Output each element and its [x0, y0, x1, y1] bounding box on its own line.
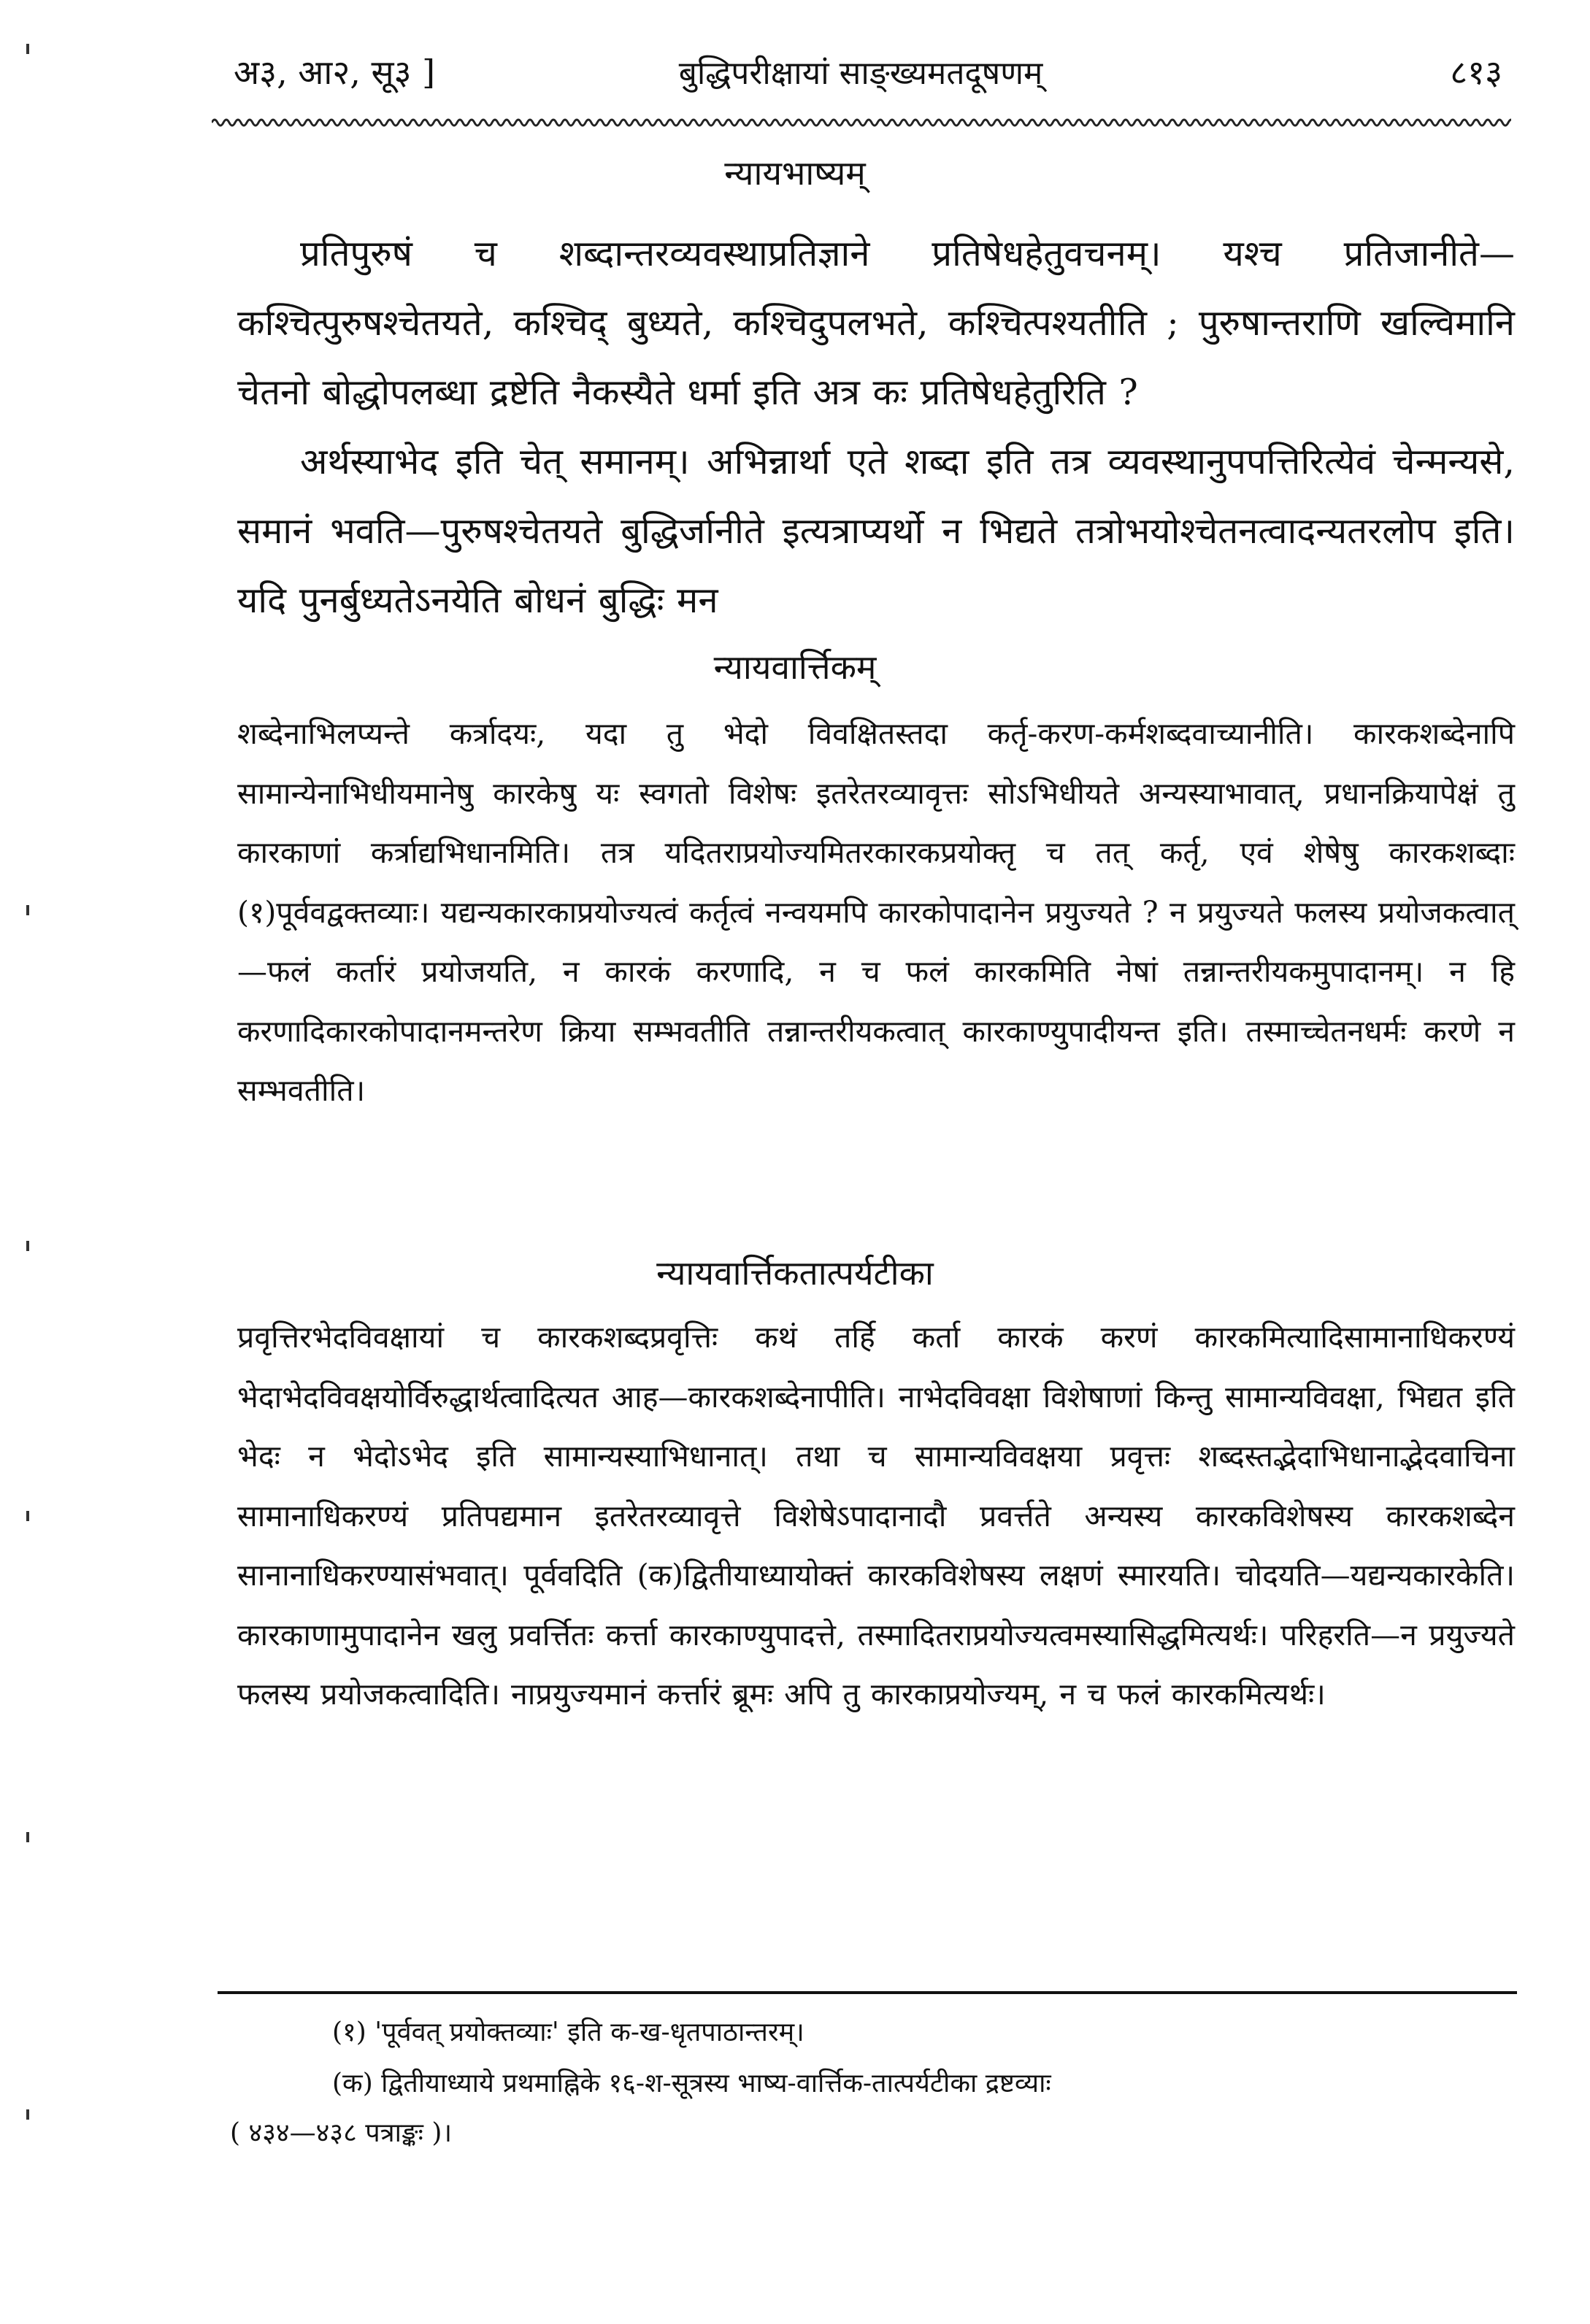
footnote-ka: (क) द्वितीयाध्याये प्रथमाह्निके १६-श-सूत्रस्य भाष्य-वार्त्तिक-तात्पर्यटीका द्रष्टव्याः: [332, 2069, 1051, 2098]
tika-paragraph: प्रवृत्तिरभेदविवक्षायां च कारकशब्दप्रवृत्तिः कथं तर्हि कर्ता कारकं करणं कारकमित्यादिसामानाधिकरण्यं भेदाभेदविवक्षयोर्विरुद्धार्थत्वादित्यत आह—कारकशब्देनापीति। नाभेदविवक्षा विशेषाणां किन्तु सामान्यविवक्षा, भिद्यत इति भेदः न भेदोऽभेद इति सामान्यस्याभिधानात्। तथा च सामान्यविवक्षया प्रवृत्तः शब्दस्तद्भेदाभिधानाद्भेदवाचिना सामानाधिकरण्यं प्रतिपद्यमान इतरेतरव्यावृत्ते विशेषेऽपादानादौ प्रवर्त्तते अन्यस्य कारकविशेषस्य कारकशब्देन सानानाधिकरण्यासंभवात्। पूर्ववदिति (क)द्वितीयाध्यायोक्तं कारकविशेषस्य लक्षणं स्मारयति। चोदयति—यद्यन्यकारकेति। कारकाणामुपादानेन खलु प्रवर्त्तितः कर्त्ता कारकाण्युपादत्ते, तस्मादितराप्रयोज्यत्वमस्यासिद्धमित्यर्थः। परिहरति—न प्रयुज्यते फलस्य प्रयोजकत्वादिति। नाप्रयुज्यमानं कर्त्तारं ब्रूमः अपि तु कारकाप्रयोज्यम्, न च फलं कारकमित्यर्थः।: [237, 1320, 1515, 1712]
bhashya-text: [237, 219, 1515, 635]
margin-mark: [26, 44, 29, 54]
margin-mark: [26, 1511, 29, 1521]
margin-mark: [26, 905, 29, 915]
margin-mark: [26, 2109, 29, 2120]
tika-text: [237, 1308, 1515, 1725]
vartika-heading: न्यायवार्त्तिकम्: [713, 647, 877, 687]
margin-mark: [26, 1241, 29, 1251]
vartika-paragraph: शब्देनाभिलप्यन्ते कर्त्रादयः, यदा तु भेदो विवक्षितस्तदा कर्तृ-करण-कर्मशब्दवाच्यानीति। कारकशब्देनापि सामान्येनाभिधीयमानेषु कारकेषु यः स्वगतो विशेषः इतरेतरव्यावृत्तः सोऽभिधीयते अन्यस्याभावात्, प्रधानक्रियापेक्षं तु कारकाणां कर्त्राद्यभिधानमिति। तत्र यदितराप्रयोज्यमितरकारकप्रयोक्तृ च तत् कर्तृ, एवं शेषेषु कारकशब्दाः (१)पूर्ववद्वक्तव्याः। यद्यन्यकारकाप्रयोज्यत्वं कर्तृत्वं नन्वयमपि कारकोपादानेन प्रयुज्यते ? न प्रयुज्यते फलस्य प्रयोजकत्वात् —फलं कर्तारं प्रयोजयति, न कारकं करणादि, न च फलं कारकमिति नेषां तन्नान्तरीयकमुपादानम्। न हि करणादिकारकोपादानमन्तरेण क्रिया सम्भवतीति तन्नान्तरीयकत्वात् कारकाण्युपादीयन्त इति। तस्माच्चेतनधर्मः करणे न सम्भवतीति।: [237, 716, 1515, 1108]
bhashya-paragraph-2: अर्थस्याभेद इति चेत् समानम्। अभिन्नार्था एते शब्दा इति तत्र व्यवस्थानुपपत्तिरित्येवं चेन्मन्यसे, समानं भवति—पुरुषश्चेतयते बुद्धिर्जानीते इत्यत्राप्यर्थो न भिद्यते तत्रोभयोश्चेतनत्वादन्यतरलोप इति। यदि पुनर्बुध्यतेऽनयेति बोधनं बुद्धिः मन: [237, 441, 1515, 621]
vartika-text: [237, 704, 1515, 1121]
bhashya-paragraph-1: प्रतिपुरुषं च शब्दान्तरव्यवस्थाप्रतिज्ञाने प्रतिषेधहेतुवचनम्। यश्च प्रतिजानीते— कश्चित्पुरुषश्चेतयते, कश्चिद् बुध्यते, कश्चिदुपलभते, कश्चित्पश्यतीति ; पुरुषान्तराणि खल्विमानि चेतनो बोद्धोपलब्धा द्रष्टेति नैकस्यैते धर्मा इति अत्र कः प्रतिषेधहेतुरिति ?: [237, 233, 1515, 413]
footnote-1: (१) 'पूर्ववत् प्रयोक्तव्याः' इति क-ख-धृतपाठान्तरम्।: [332, 2017, 804, 2047]
margin-mark: [26, 1832, 29, 1842]
footnote-divider: [218, 1991, 1517, 1994]
page-number: ८१३: [1450, 53, 1502, 92]
running-header: [234, 42, 1502, 101]
header-topic-title: बुद्धिपरीक्षायां साङ्ख्यमतदूषणम्: [678, 55, 1043, 92]
header-wavy-rule: [212, 115, 1511, 130]
header-section-reference: अ३, आ२, सू३ ]: [234, 53, 436, 92]
tika-heading: न्यायवार्त्तिकतात्पर्यटीका: [656, 1253, 934, 1293]
footnote-ka-continuation: ( ४३४—४३८ पत्राङ्कः )।: [230, 2118, 453, 2148]
bhashya-heading: न्यायभाष्यम्: [724, 153, 866, 193]
